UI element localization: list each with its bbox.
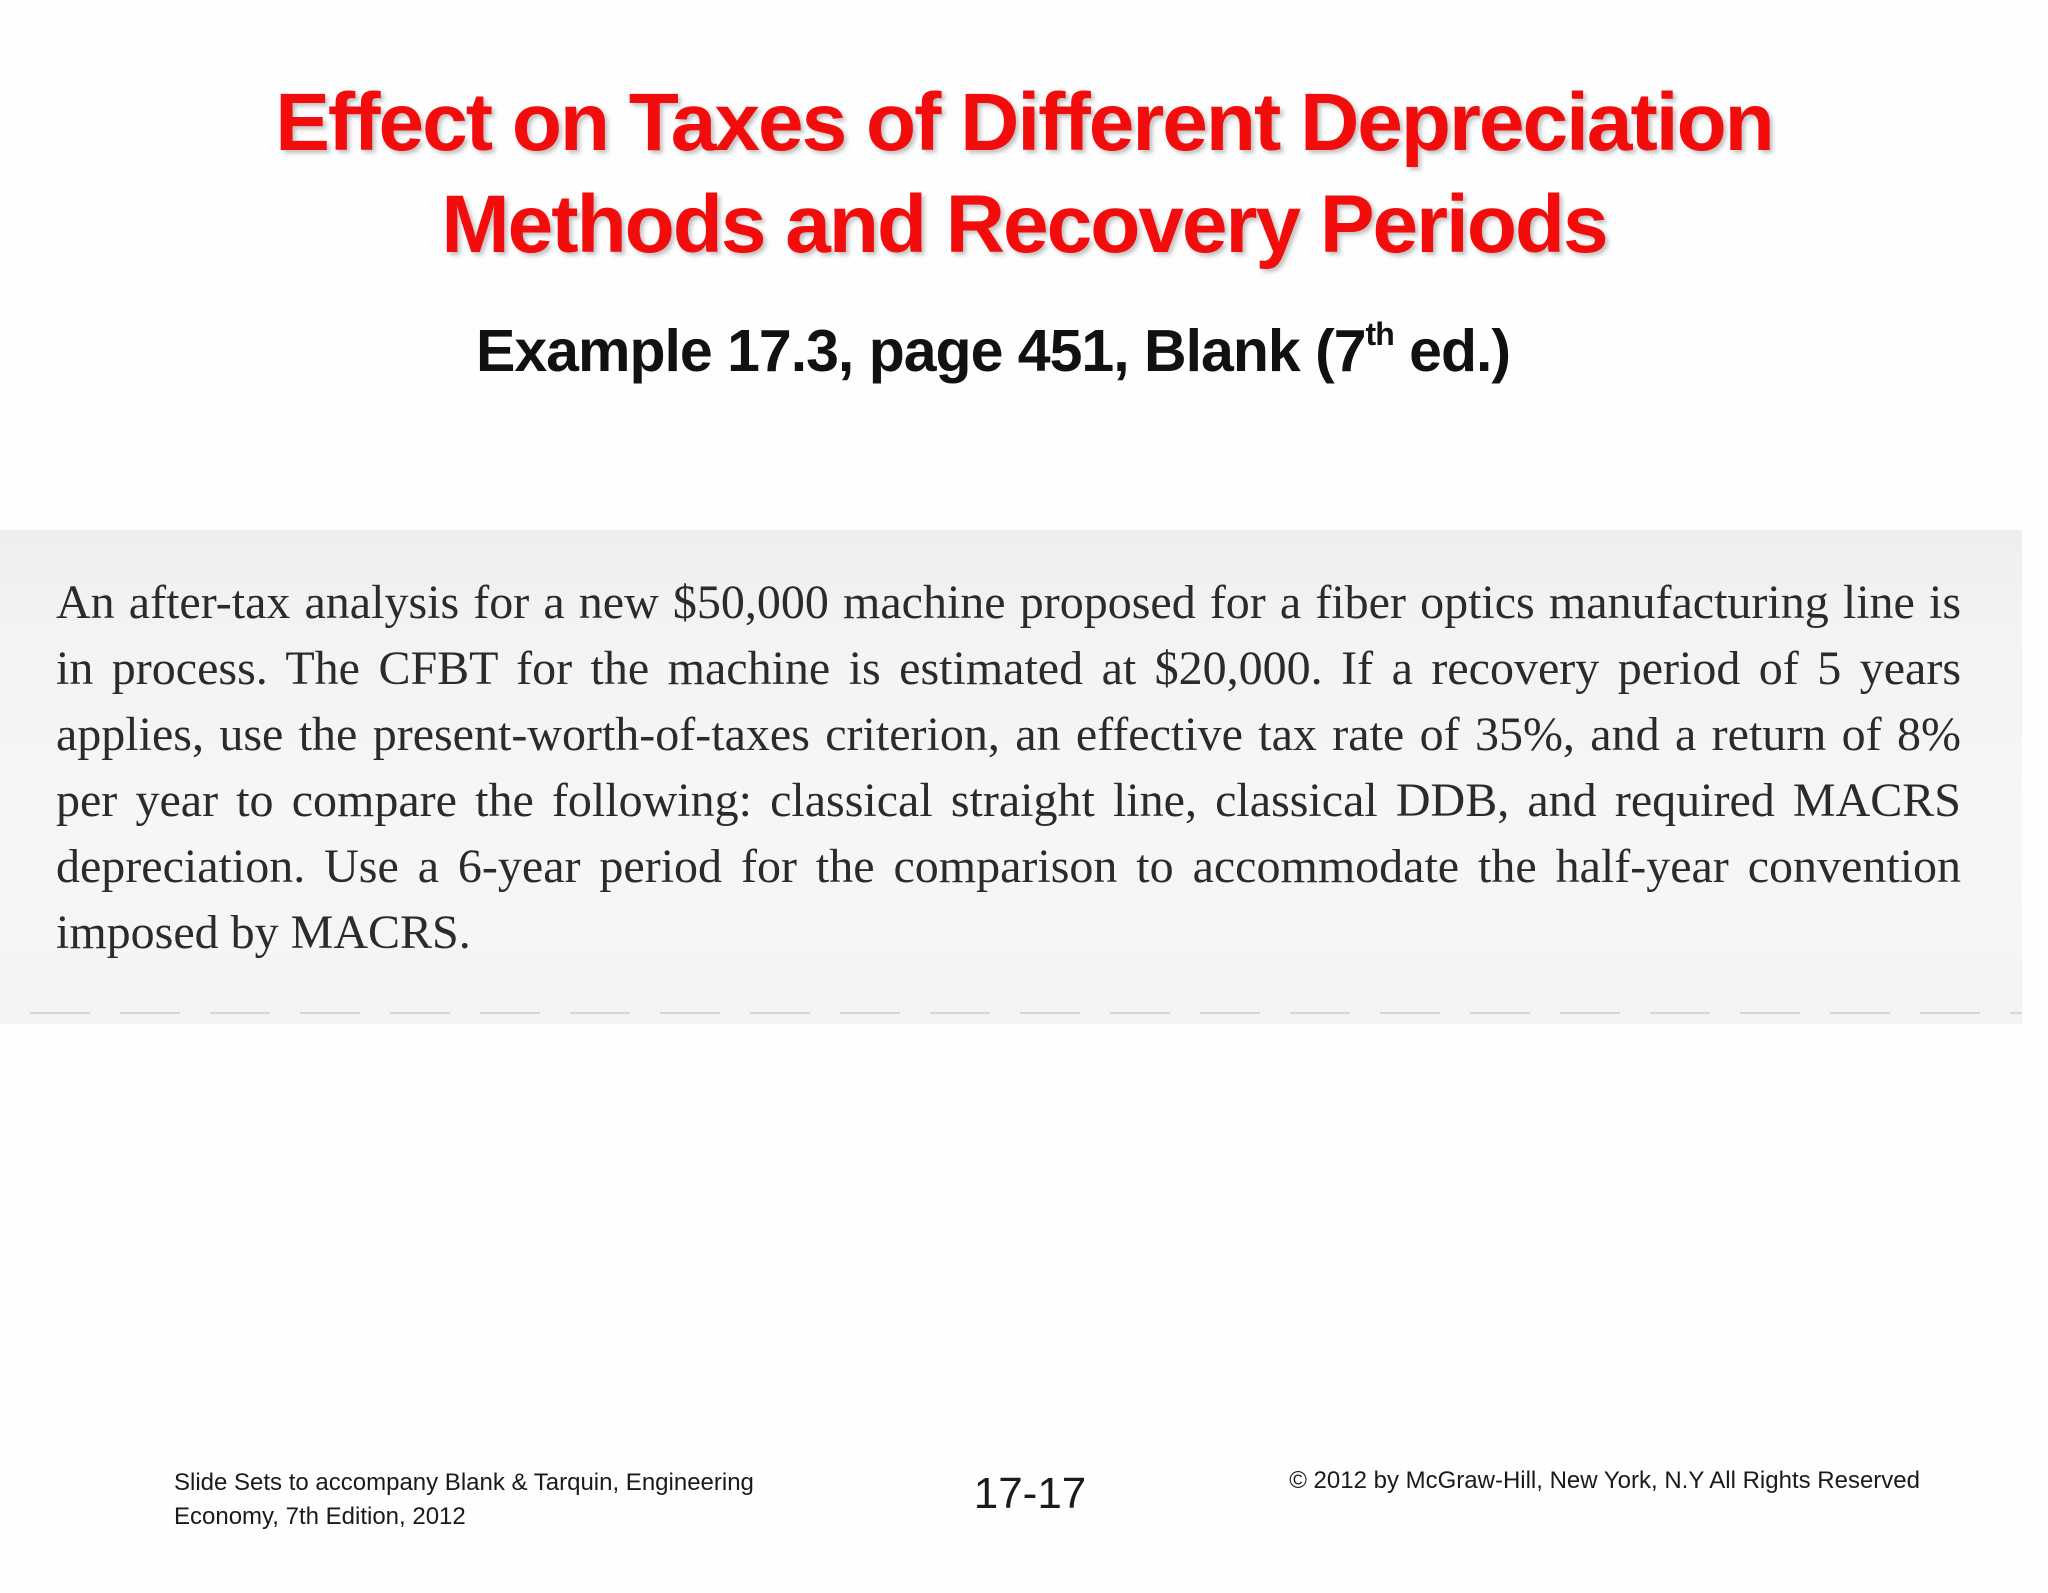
footer-credit-line-2: Economy, 7th Edition, 2012 (174, 1503, 466, 1530)
slide-title-line-1: Effect on Taxes of Different Depreciation (275, 77, 1773, 168)
footer-credit (174, 1466, 794, 1534)
example-reference-end: ed.) (1393, 318, 1511, 384)
scan-edge-line (30, 1012, 2022, 1014)
problem-statement: An after-tax analysis for a new $50,000 machine proposed for a fiber optics manufacturing line is in process. The CFBT for the machine is estimated at $20,000. If a recovery period of 5 years applies, use the present-worth-of-taxes criterion, an effective tax rate of 35%, and a return of 8% per year to compare the following: classical straight line, classical DDB, and required MACRS depreciation. Use a 6-year period for the comparison to accommodate the half-year convention imposed by MACRS. (56, 576, 1961, 959)
copyright-notice: © 2012 by McGraw-Hill, New York, N.Y All Rights Reserved (1289, 1467, 1920, 1494)
scanned-problem-excerpt (0, 530, 2022, 1024)
example-reference-text: Example 17.3, page 451, Blank (7 (476, 318, 1366, 384)
example-reference-superscript: th (1365, 316, 1394, 352)
footer-credit-line-1: Slide Sets to accompany Blank & Tarquin, Engineering (174, 1469, 754, 1496)
slide-number: 17-17 (973, 1469, 1087, 1518)
slide-title (0, 72, 2048, 276)
slide-title-line-2: Methods and Recovery Periods (441, 179, 1607, 270)
example-reference (476, 312, 1510, 390)
